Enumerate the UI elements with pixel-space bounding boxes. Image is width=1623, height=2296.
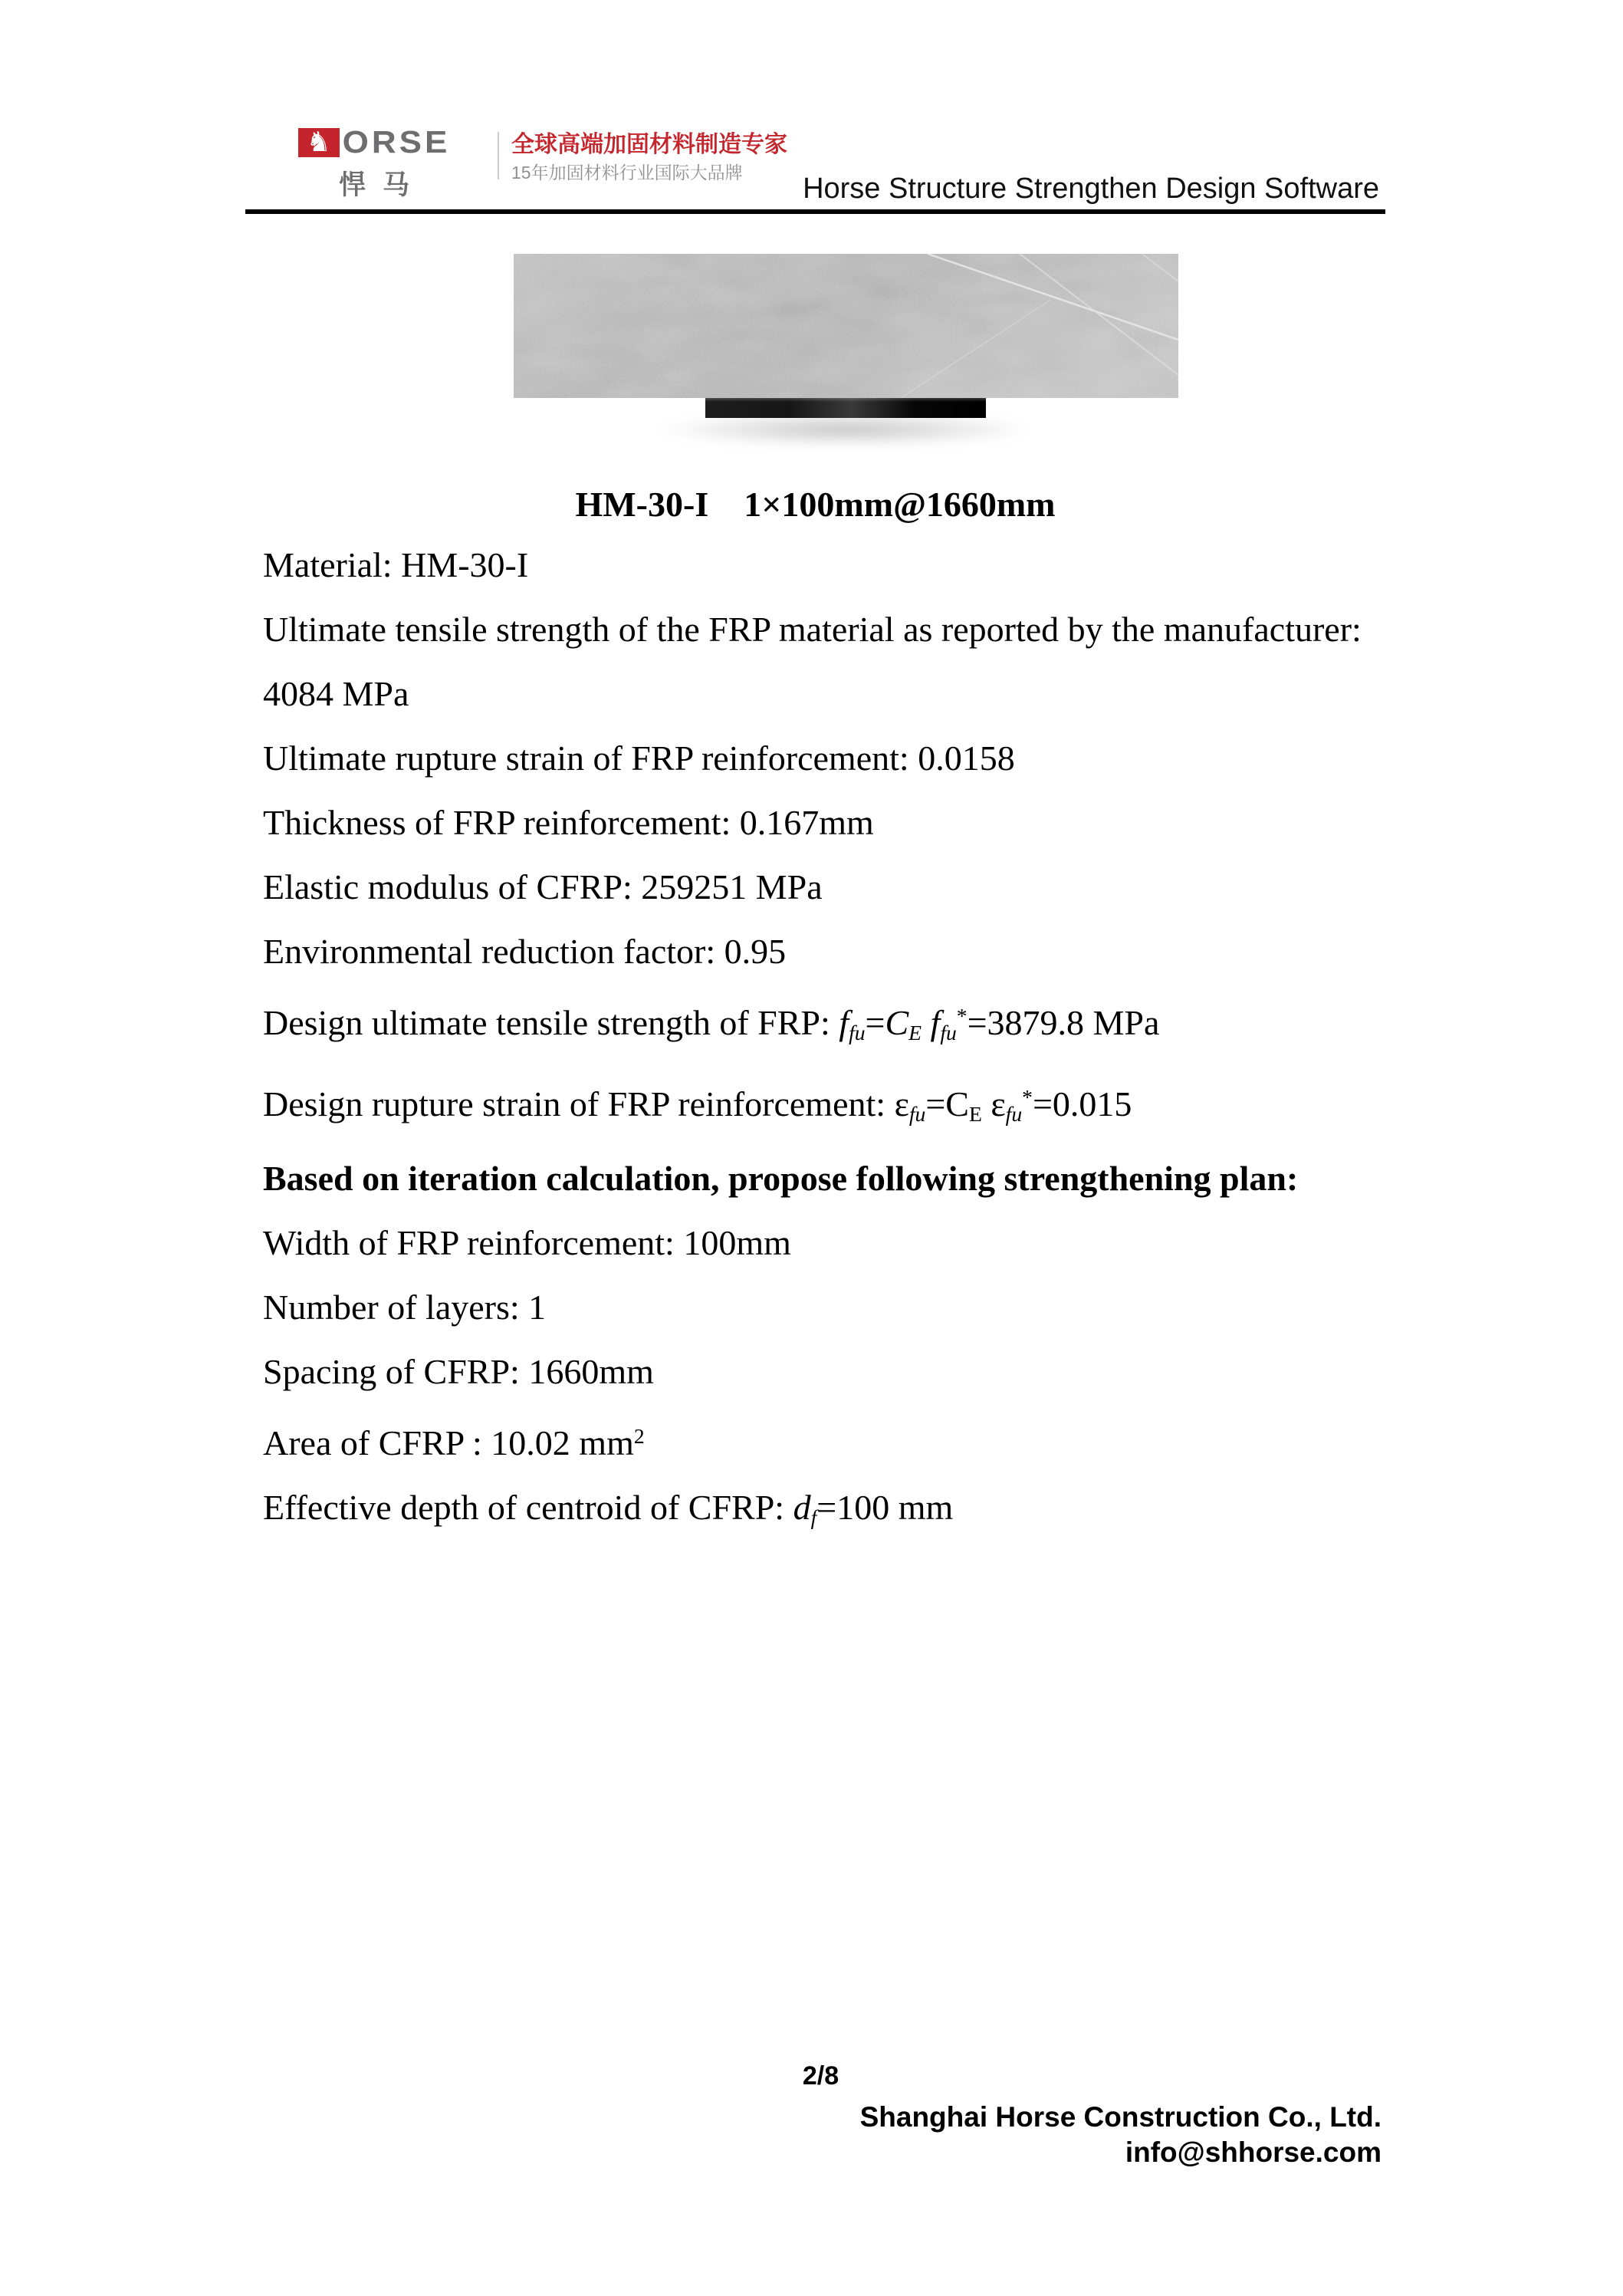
footer-contact: [860, 2100, 1382, 2170]
body-paragraph: Elastic modulus of CFRP: 259251 MPa: [263, 867, 823, 906]
footer-email: info@shhorse.com: [1125, 2136, 1382, 2168]
body-paragraph: Based on iteration calculation, propose following strengthening plan:: [263, 1159, 1299, 1199]
figure-caption: HM-30-I 1×100mm@1660mm: [575, 485, 1056, 524]
body-paragraph: Design ultimate tensile strength of FRP: ffu=CE ffu*=3879.8 MPa: [263, 1003, 1160, 1045]
horse-logo: [276, 127, 472, 202]
body-paragraph: Thickness of FRP reinforcement: 0.167mm: [263, 803, 874, 842]
body-paragraph: Area of CFRP : 10.02 $mm^2$: [263, 1423, 645, 1463]
brand-subtitle: 15年加固材料行业国际大品牌: [511, 163, 743, 183]
horse-head-icon: ♞: [306, 127, 331, 158]
logo-chinese-name: 悍马: [338, 170, 426, 200]
body-paragraph: Ultimate rupture strain of FRP reinforcement: 0.0158: [263, 738, 1015, 778]
body-paragraph: Ultimate tensile strength of the FRP material as reported by the manufacturer: 4084 MPa: [263, 610, 1371, 713]
brand-tagline: 全球高端加固材料制造专家: [511, 132, 787, 157]
footer-company: Shanghai Horse Construction Co., Ltd.: [859, 2101, 1382, 2133]
body-paragraph: Effective depth of centroid of CFRP: df=100 mm: [263, 1488, 954, 1530]
header-rule: [245, 209, 1385, 214]
app-title: Horse Structure Strengthen Design Software: [803, 173, 1379, 205]
beam-figure: [514, 254, 1178, 453]
logo-letters: ORSE: [342, 125, 451, 160]
cfrp-strip-graphic: [705, 398, 986, 418]
body-paragraph: Environmental reduction factor: 0.95: [263, 932, 787, 971]
page-number: 2/8: [802, 2061, 839, 2090]
concrete-texture-image: [514, 254, 1178, 398]
body-paragraph: Material: HM-30-I: [263, 545, 529, 584]
brand-tagline-block: [511, 132, 787, 183]
body-paragraph: Width of FRP reinforcement: 100mm: [263, 1223, 791, 1263]
body-paragraph: Number of layers: 1: [263, 1288, 547, 1327]
document-body: [263, 533, 1378, 1550]
logo-wordmark: [276, 127, 472, 158]
logo-h-block: [298, 128, 340, 157]
logo-divider: [498, 132, 499, 179]
body-paragraph: Spacing of CFRP: 1660mm: [263, 1352, 654, 1392]
body-paragraph: Design rupture strain of FRP reinforcement: εfu=CE εfu*=0.015: [263, 1084, 1132, 1127]
